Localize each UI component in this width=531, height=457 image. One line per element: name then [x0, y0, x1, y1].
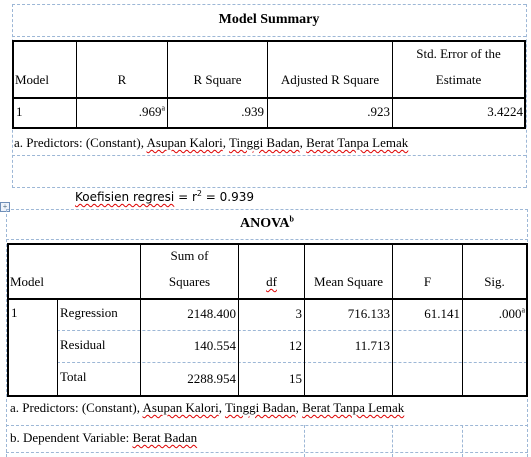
anova-title: ANOVA$^b$ [240, 214, 294, 231]
anova-row-mean: 11.713 [354, 338, 390, 353]
model-summary-title: Model Summary [218, 12, 320, 27]
header-adjusted-r-square: Adjusted R Square [280, 72, 380, 87]
anova-model-number: 1 [11, 305, 18, 320]
anova-row-sum: 140.554 [193, 338, 236, 353]
row-std-error: 3.4224 [487, 104, 523, 119]
anova-row-label: Total [60, 369, 87, 384]
anova-row-label: Regression [60, 305, 118, 320]
row-adjusted-r-square: .923 [367, 104, 390, 119]
header-std-error-line2: Estimate [435, 72, 482, 87]
anova-row-mean: 716.133 [347, 306, 390, 321]
header-model: Model [15, 72, 49, 87]
anova-header-f: F [423, 274, 432, 289]
anova-footnote-dependent: b. Dependent Variable: Berat Badan [10, 430, 198, 445]
anova-row-df: 15 [289, 371, 302, 386]
row-model: 1 [16, 104, 23, 119]
anova-header-mean-square: Mean Square [314, 274, 383, 289]
row-r-square: .939 [241, 104, 264, 119]
anova-row-sum: 2148.400 [187, 306, 236, 321]
anova-header-model: Model [10, 274, 44, 289]
anova-row-df: 3 [295, 306, 302, 321]
model-summary-footnote: a. Predictors: (Constant), Asupan Kalori, Tinggi Badan, Berat Tanpa Lemak [14, 135, 409, 150]
anova-row-f: 61.141 [424, 306, 460, 321]
anova-row-df: 12 [289, 338, 302, 353]
anova-row-sig: .000$^a$ [498, 305, 525, 321]
header-std-error-line1: Std. Error of the [416, 46, 501, 61]
anova-header-sig: Sig. [484, 274, 505, 289]
regression-coefficient-note: Koefisien regresi = $r^2 = 0.939$ [75, 189, 255, 204]
header-r: R [117, 72, 127, 87]
anova-row-sum: 2288.954 [187, 371, 236, 386]
row-r: .969$^a$ [138, 103, 165, 119]
anova-header-df: df [266, 274, 277, 289]
anova-footnote-predictors: a. Predictors: (Constant), Asupan Kalori, Tinggi Badan, Berat Tanpa Lemak [10, 400, 405, 415]
anova-row-label: Residual [60, 337, 106, 352]
anova-header-sum-line1: Sum of [170, 248, 209, 263]
table-move-handle-icon[interactable]: + [0, 202, 10, 212]
header-r-square: R Square [193, 72, 242, 87]
anova-header-sum-line2: Squares [168, 274, 211, 289]
